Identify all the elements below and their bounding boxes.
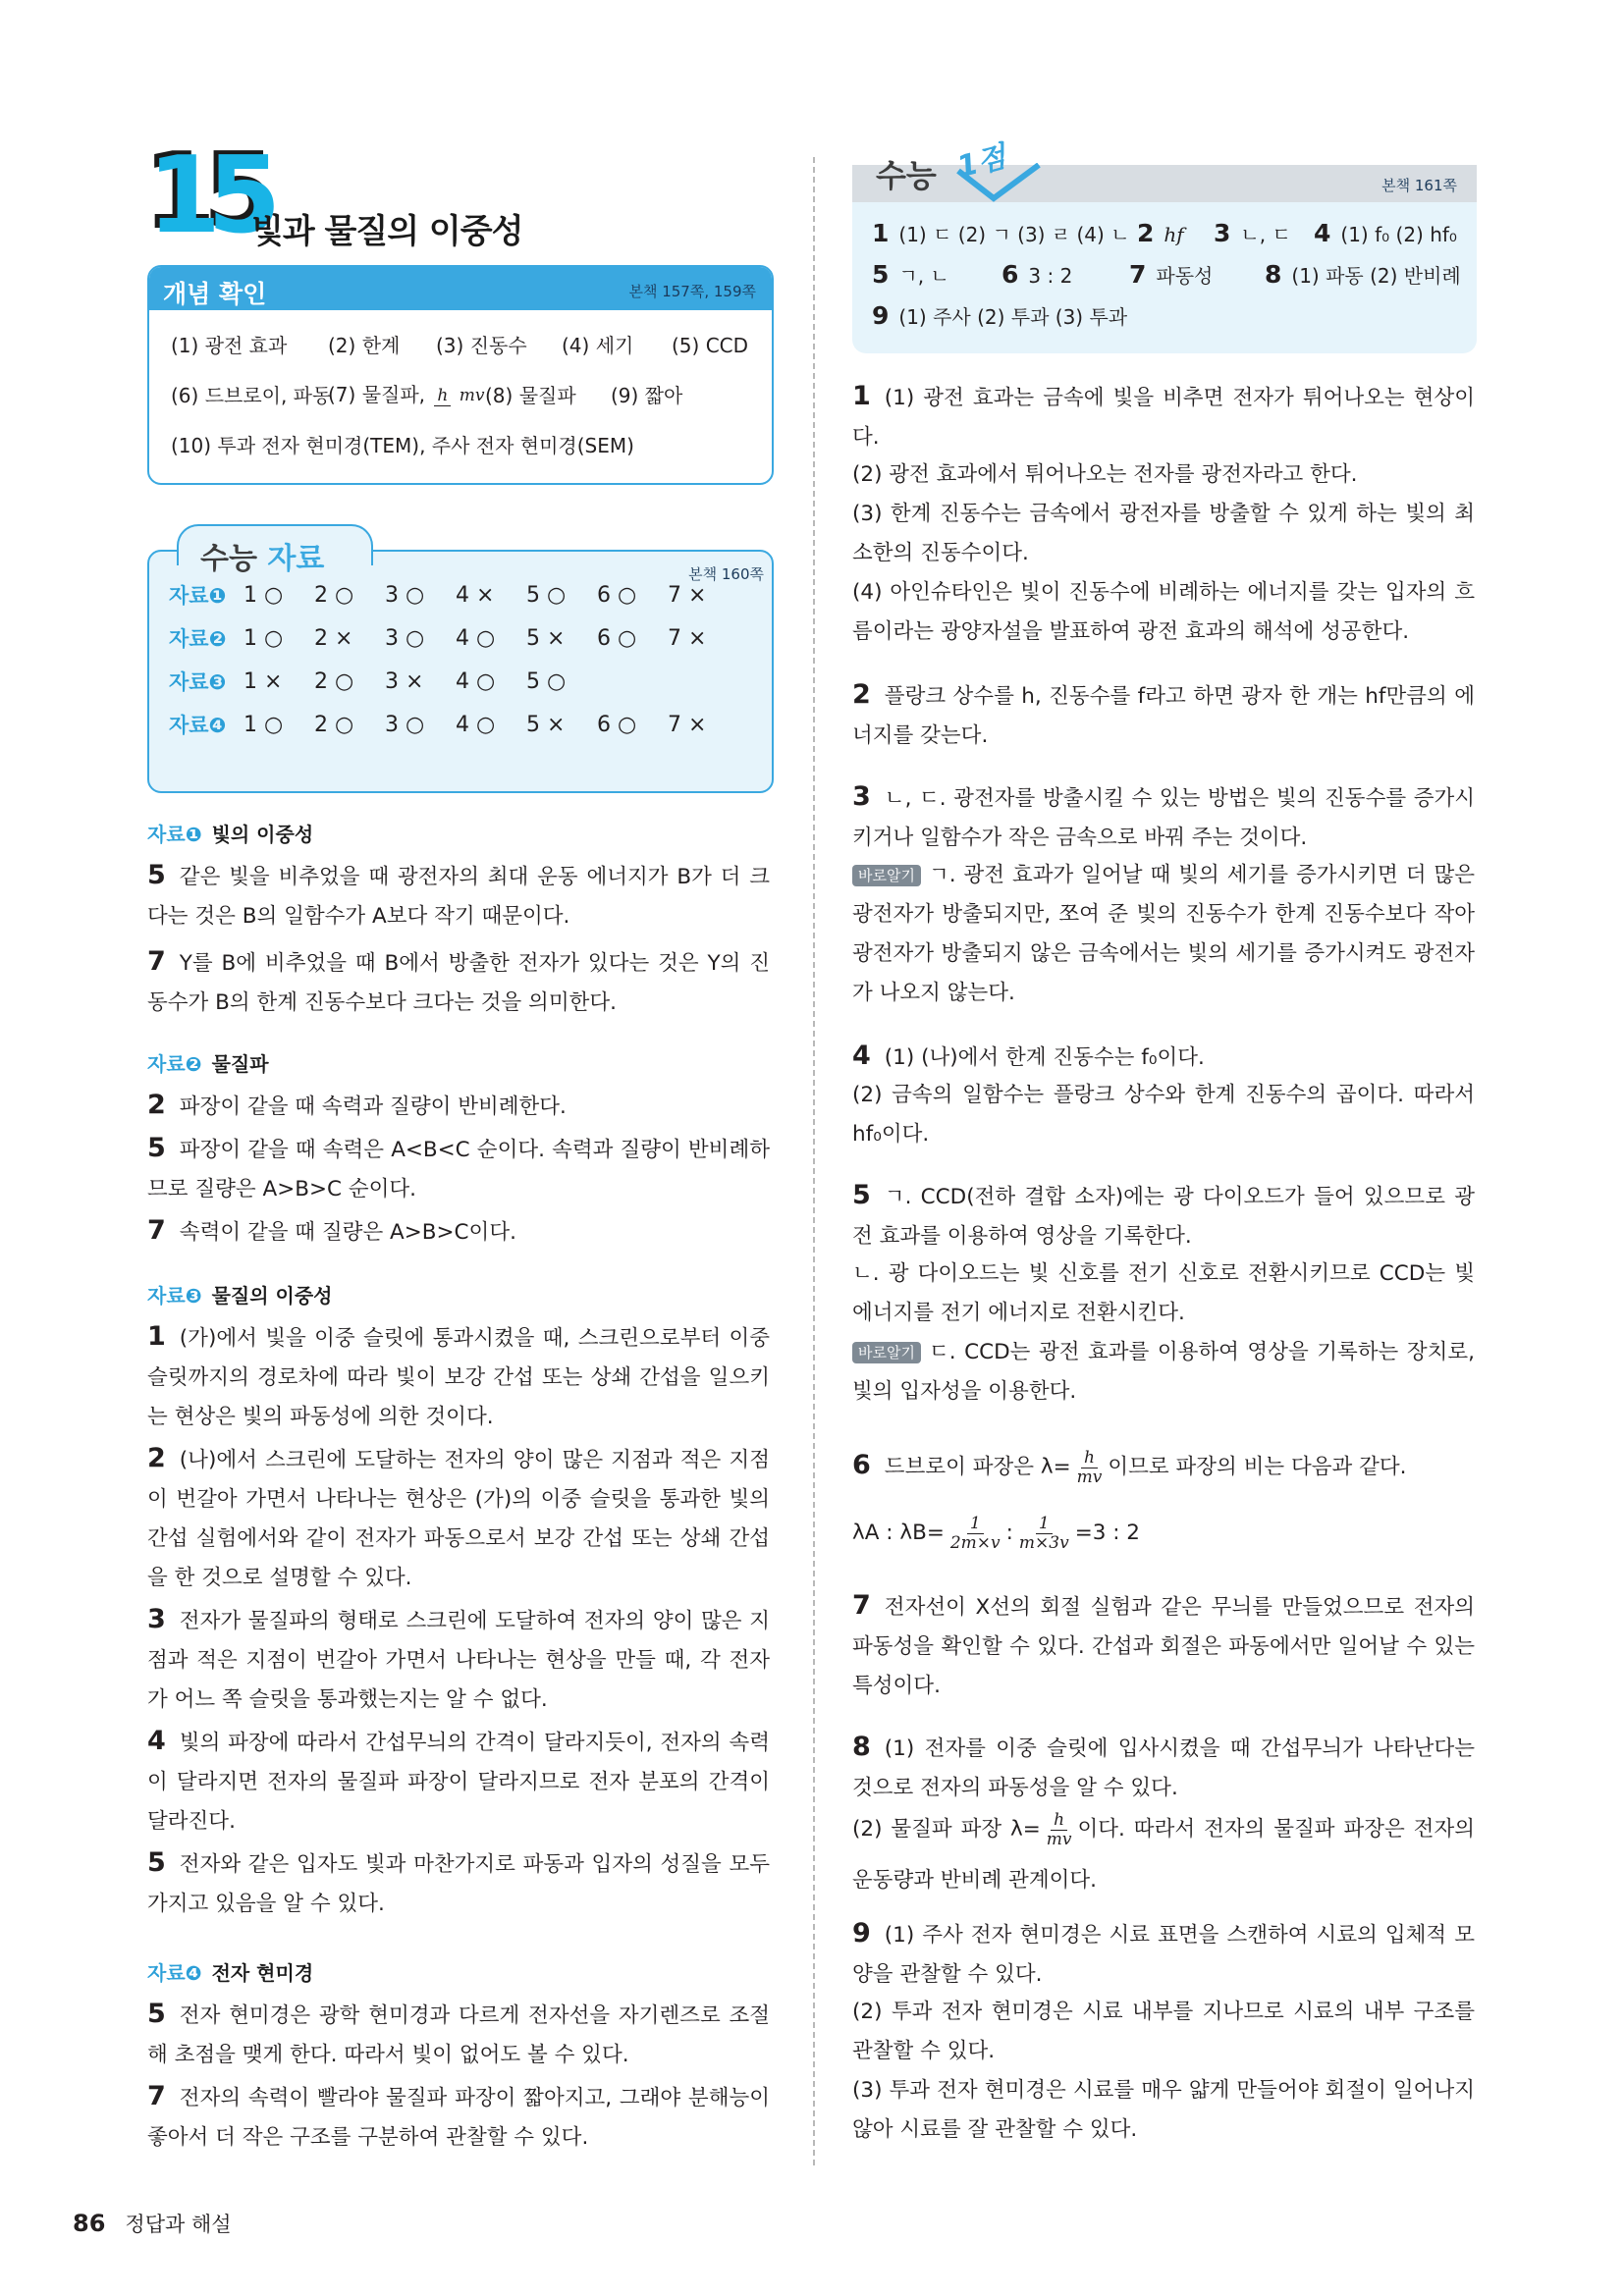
jaryo-label: 자료❷: [169, 627, 227, 651]
paragraph-text: (2) 물질파 파장 λ=: [852, 1817, 1041, 1842]
paragraph-text: (가)에서 빛을 이중 슬릿에 통과시켰을 때, 스크린으로부터 이중 슬릿까지의 경로차에 따라 빛이 보강 간섭 또는 상쇄 간섭을 일으키는 현상은 빛의 파동성에 의한 것이다.: [147, 1326, 770, 1429]
jaryo-item: 3 ○: [385, 625, 425, 651]
explanation-paragraph: [147, 1129, 770, 1209]
explanation-paragraph: [852, 1439, 1475, 1494]
jaryo-item: 4 ×: [456, 582, 495, 608]
jaryo-item: 2 ×: [314, 625, 353, 651]
item-number: 5: [852, 1180, 871, 1210]
column-divider: [813, 157, 815, 2165]
jaryo-item: 2 ○: [314, 712, 354, 737]
item-number: 8: [852, 1732, 871, 1762]
paragraph-text: ㄴ. 광 다이오드는 빛 신호를 전기 신호로 전환시키므로 CCD는 빛에너지를 전기 에너지로 전환시킨다.: [852, 1261, 1475, 1325]
jaryo-item: 1 ×: [244, 668, 283, 694]
item-number: 2: [852, 679, 871, 710]
paragraph-text: (3) 한계 진동수는 금속에서 광전자를 방출할 수 있게 하는 빛의 최소한의 진동수이다.: [852, 502, 1475, 565]
section-title: 빛의 이중성: [211, 823, 314, 846]
concept-answer: (10) 투과 전자 현미경(TEM), 주사 전자 현미경(SEM): [171, 434, 634, 457]
answer-number: 1: [872, 218, 890, 247]
explanation-paragraph: [147, 1843, 770, 1924]
explanation-paragraph: [852, 1993, 1475, 2071]
item-number: 1: [852, 381, 871, 411]
explanation-paragraph: [852, 1586, 1475, 1706]
paragraph-text: 같은 빛을 비추었을 때 광전자의 최대 운동 에너지가 B가 더 크다는 것은 B의 일함수가 A보다 작기 때문이다.: [147, 865, 770, 929]
explanation-paragraph: [147, 1600, 770, 1720]
paragraph-text: 이다. 따라서 전자의 물질파 파장은 전자의 운동량과 반비례 관계이다.: [852, 1817, 1475, 1893]
correction-badge: 바로알기: [852, 865, 921, 886]
answer-text: 3 : 2: [1028, 263, 1073, 288]
item-number: 3: [147, 1604, 166, 1634]
explanation-paragraph: [147, 942, 770, 1023]
jaryo-label: 자료❹: [169, 714, 227, 737]
fraction-h-over-mv: [1044, 1811, 1075, 1848]
item-number: 3: [852, 781, 871, 812]
explanation-paragraph: [147, 1317, 770, 1437]
answer-number: 4: [1314, 218, 1331, 247]
answer-number: 8: [1265, 259, 1282, 289]
answer-text: ㄴ, ㄷ: [1240, 222, 1291, 246]
concept-answer: (1) 광전 효과: [171, 334, 288, 357]
paragraph-text: (1) 전자를 이중 슬릿에 입사시켰을 때 간섭무늬가 나타난다는 것으로 전자의 파동성을 알 수 있다.: [852, 1736, 1475, 1800]
equation-rhs: =3 : 2: [1074, 1521, 1140, 1545]
section-tag: 자료❷: [147, 1052, 202, 1076]
item-number: 4: [147, 1726, 166, 1756]
paragraph-text: ㄴ, ㄷ. 광전자를 방출시킬 수 있는 방법은 빛의 진동수를 증가시키거나 일함수가 작은 금속으로 바꿔 주는 것이다.: [852, 786, 1475, 850]
explanation-paragraph: [852, 573, 1475, 652]
concept-check-title: 개념 확인: [163, 280, 267, 308]
chapter-title: 빛과 물질의 이중성: [251, 212, 523, 251]
explanation-paragraph: [852, 377, 1475, 457]
concept-answer: (3) 진동수: [436, 334, 527, 357]
item-number: 5: [147, 1999, 166, 2029]
correction-badge: 바로알기: [852, 1342, 921, 1363]
fraction-denominator: m×3v: [1018, 1532, 1069, 1553]
explanation-paragraph: [147, 1722, 770, 1842]
jaryo-item: 7 ×: [668, 712, 707, 737]
item-number: 9: [852, 1918, 871, 1949]
section-heading: [147, 1276, 332, 1315]
answer-text: ㄱ, ㄴ: [898, 263, 949, 288]
item-number: 7: [147, 2081, 166, 2111]
answer-text: (1) 파동 (2) 반비례: [1291, 263, 1461, 288]
paragraph-text: 플랑크 상수를 h, 진동수를 f라고 하면 광자 한 개는 hf만큼의 에너지를 갖는다.: [852, 684, 1475, 748]
answer-text: (1) ㄷ (2) ㄱ (3) ㄹ (4) ㄴ: [898, 222, 1130, 246]
item-number: 7: [147, 946, 166, 977]
item-number: 2: [147, 1090, 166, 1120]
paragraph-text: (1) 광전 효과는 금속에 빛을 비추면 전자가 튀어나오는 현상이다.: [852, 386, 1475, 450]
paragraph-text: (2) 광전 효과에서 튀어나오는 전자를 광전자라고 한다.: [852, 462, 1358, 487]
explanation-paragraph: [852, 856, 1475, 1013]
jaryo-item: 6 ○: [597, 712, 637, 737]
footer-label: 정답과 해설: [125, 2213, 232, 2236]
answer-number: 9: [872, 300, 890, 330]
paragraph-text: 전자와 같은 입자도 빛과 마찬가지로 파동과 입자의 성질을 모두 가지고 있음을 알 수 있다.: [147, 1852, 770, 1916]
answer-text: (1) 주사 (2) 투과 (3) 투과: [898, 304, 1128, 329]
concept-answer: (2) 한계: [328, 334, 401, 357]
answer-text: hf: [1164, 222, 1184, 246]
suneung-jaryo-ref: 본책 160쪽: [688, 565, 764, 583]
fraction-numerator: h: [1081, 1449, 1098, 1468]
fraction: [1016, 1515, 1072, 1552]
fraction-denominator: mv: [459, 385, 485, 405]
jaryo-item: 7 ×: [668, 582, 707, 608]
paragraph-text: 드브로이 파장은 λ=: [884, 1455, 1071, 1479]
jaryo-item: 1 ○: [244, 625, 284, 651]
item-number: 7: [147, 1215, 166, 1246]
page-footer: [73, 2209, 232, 2238]
section-heading: [147, 815, 313, 854]
title-part: 자료: [267, 542, 325, 576]
paragraph-text: ㄱ. 광전 효과가 일어날 때 빛의 세기를 증가시키면 더 많은 광전자가 방출되지만, 쪼여 준 빛의 진동수가 한계 진동수보다 작아 광전자가 방출되지 않은 금속에서는 빛의 세기를 증가시켜도 광전자가 나오지 않는다.: [852, 863, 1475, 1005]
jaryo-item: 5 ○: [526, 668, 567, 694]
concept-answer: (6) 드브로이, 파동: [171, 384, 332, 407]
explanation-paragraph: [147, 856, 770, 936]
explanation-paragraph: [852, 1076, 1475, 1154]
equation-line: [852, 1504, 1475, 1563]
explanation-paragraph: [852, 495, 1475, 573]
fraction-h-over-mv: [1074, 1449, 1106, 1486]
answer-number: 6: [1001, 259, 1019, 289]
paragraph-text: 전자 현미경은 광학 현미경과 다르게 전자선을 자기렌즈로 조절해 초점을 맺게 한다. 따라서 빛이 없어도 볼 수 있다.: [147, 2003, 770, 2067]
concept-check-ref: 본책 157쪽, 159쪽: [628, 283, 756, 300]
jaryo-item: 6 ○: [597, 625, 637, 651]
explanation-paragraph: [852, 1176, 1475, 1256]
paragraph-text: (2) 금속의 일함수는 플랑크 상수와 한계 진동수의 곱이다. 따라서 hf₀이다.: [852, 1083, 1475, 1147]
jaryo-item: 2 ○: [314, 582, 354, 608]
jaryo-item: 5 ×: [526, 712, 566, 737]
suneung-1jeom-ref: 본책 161쪽: [1381, 177, 1457, 194]
equation-colon: :: [1005, 1521, 1013, 1545]
paragraph-text: (3) 투과 전자 현미경은 시료를 매우 얇게 만들어야 회절이 일어나지 않아 시료를 잘 관찰할 수 있다.: [852, 2078, 1475, 2142]
explanation-paragraph: [147, 1439, 770, 1598]
answer-text: 파동성: [1156, 263, 1214, 288]
fraction: [947, 1515, 1003, 1552]
explanation-paragraph: [852, 2071, 1475, 2150]
left-column: [147, 0, 770, 2296]
concept-answer: (8) 물질파: [485, 384, 576, 407]
paragraph-text: (4) 아인슈타인은 빛이 진동수에 비례하는 에너지를 갖는 입자의 흐름이라는 광양자설을 발표하여 광전 효과의 해석에 성공한다.: [852, 580, 1475, 644]
concept-answer-text: (7) 물질파,: [328, 383, 426, 407]
answer-number: 5: [872, 259, 890, 289]
section-title: 물질의 이중성: [211, 1284, 333, 1308]
item-number: 5: [147, 1133, 166, 1163]
paragraph-text: 전자가 물질파의 형태로 스크린에 도달하여 전자의 양이 많은 지점과 적은 지점이 번갈아 가면서 나타나는 현상을 만들 때, 각 전자가 어느 쪽 슬릿을 통과했는지는 알 수 없다.: [147, 1609, 770, 1712]
answer-number: 2: [1137, 218, 1155, 247]
item-number: 7: [852, 1590, 871, 1621]
paragraph-text: (나)에서 스크린에 도달하는 전자의 양이 많은 지점과 적은 지점이 번갈아 가면서 나타나는 현상은 (가)의 이중 슬릿을 통과한 빛의 간섭 실험에서와 같이 전자가 파동으로서 보강 간섭 또는 상쇄 간섭을 한 것으로 설명할 수 있다.: [147, 1448, 770, 1590]
explanation-paragraph: [852, 1804, 1475, 1906]
paragraph-text: 전자선이 X선의 회절 실험과 같은 무늬를 만들었으므로 전자의 파동성을 확인할 수 있다. 간섭과 회절은 파동에서만 일어날 수 있는 특성이다.: [852, 1595, 1475, 1698]
title-part: 수능: [200, 542, 257, 576]
section-heading: [147, 1044, 269, 1084]
jaryo-item: 3 ○: [385, 582, 425, 608]
paragraph-text: ㄷ. CCD는 광전 효과를 이용하여 영상을 기록하는 장치로, 빛의 입자성을 이용한다.: [852, 1340, 1475, 1404]
jaryo-item: 1 ○: [244, 712, 284, 737]
fraction-numerator: h: [434, 387, 451, 406]
jaryo-item: 7 ×: [668, 625, 707, 651]
paragraph-text: 빛의 파장에 따라서 간섭무늬의 간격이 달라지듯이, 전자의 속력이 달라지면 전자의 물질파 파장이 달라지므로 전자 분포의 간격이 달라진다.: [147, 1731, 770, 1834]
paragraph-text: 전자의 속력이 빨라야 물질파 파장이 짧아지고, 그래야 분해능이 좋아서 더 작은 구조를 구분하여 관찰할 수 있다.: [147, 2086, 770, 2150]
explanation-paragraph: [147, 1086, 770, 1127]
page-number: 86: [73, 2210, 106, 2237]
equation-lhs: λA : λB=: [852, 1521, 945, 1545]
section-tag: 자료❹: [147, 1961, 202, 1985]
answer-number: 7: [1129, 259, 1147, 289]
paragraph-text: Y를 B에 비추었을 때 B에서 방출한 전자가 있다는 것은 Y의 진동수가 B의 한계 진동수보다 크다는 것을 의미한다.: [147, 951, 770, 1015]
jaryo-item: 4 ○: [456, 625, 496, 651]
concept-answer: (4) 세기: [562, 334, 634, 357]
item-number: 2: [147, 1443, 166, 1473]
explanation-paragraph: [852, 1728, 1475, 1808]
jaryo-item: 6 ○: [597, 582, 637, 608]
explanation-paragraph: [852, 1914, 1475, 1995]
explanation-paragraph: [852, 1333, 1475, 1412]
chapter-number: 15: [147, 134, 268, 257]
answer-number: 3: [1214, 218, 1231, 247]
section-title: 전자 현미경: [211, 1961, 314, 1985]
jaryo-item: 3 ×: [385, 668, 424, 694]
explanation-paragraph: [852, 1255, 1475, 1333]
section-tag: 자료❸: [147, 1284, 202, 1308]
jaryo-label: 자료❸: [169, 670, 227, 694]
explanation-paragraph: [852, 455, 1475, 495]
explanation-paragraph: [147, 2077, 770, 2158]
suneung-1jeom-badge: 1점: [953, 139, 1010, 186]
paragraph-text: (1) 주사 전자 현미경은 시료 표면을 스캔하여 시료의 입체적 모양을 관찰할 수 있다.: [852, 1923, 1475, 1987]
item-number: 5: [147, 1847, 166, 1878]
section-tag: 자료❶: [147, 823, 202, 846]
paragraph-text: 속력이 같을 때 질량은 A>B>C이다.: [179, 1220, 516, 1245]
paragraph-text: 파장이 같을 때 속력과 질량이 반비례한다.: [179, 1095, 567, 1119]
jaryo-item: 5 ○: [526, 582, 567, 608]
concept-answer: (9) 짧아: [611, 384, 683, 407]
item-number: 1: [147, 1321, 166, 1352]
jaryo-item: 2 ○: [314, 668, 354, 694]
item-number: 4: [852, 1041, 871, 1071]
paragraph-text: (1) (나)에서 한계 진동수는 f₀이다.: [884, 1045, 1205, 1070]
jaryo-item: 1 ○: [244, 582, 284, 608]
fraction-numerator: 1: [967, 1515, 984, 1534]
fraction-denominator: mv: [1076, 1467, 1103, 1487]
suneung-1jeom-title: 수능: [876, 157, 937, 194]
section-title: 물질파: [211, 1052, 269, 1076]
jaryo-item: 4 ○: [456, 712, 496, 737]
item-number: 5: [147, 860, 166, 890]
jaryo-item: 4 ○: [456, 668, 496, 694]
fraction-numerator: h: [1051, 1811, 1067, 1831]
paragraph-text: (2) 투과 전자 현미경은 시료 내부를 지나므로 시료의 내부 구조를 관찰할 수 있다.: [852, 2000, 1475, 2063]
explanation-paragraph: [852, 1037, 1475, 1078]
jaryo-item: 3 ○: [385, 712, 425, 737]
jaryo-item: 5 ×: [526, 625, 566, 651]
fraction-denominator: 2m×v: [949, 1532, 1001, 1553]
jaryo-label: 자료❶: [169, 584, 227, 608]
concept-answer: (5) CCD: [672, 334, 749, 357]
right-column: [852, 0, 1475, 2296]
explanation-paragraph: [852, 675, 1475, 756]
explanation-paragraph: [852, 777, 1475, 858]
paragraph-text: 이므로 파장의 비는 다음과 같다.: [1108, 1455, 1407, 1479]
fraction-denominator: mv: [1046, 1829, 1072, 1849]
explanation-paragraph: [147, 1995, 770, 2075]
answer-text: (1) f₀ (2) hf₀: [1340, 222, 1457, 246]
paragraph-text: ㄱ. CCD(전하 결합 소자)에는 광 다이오드가 들어 있으므로 광전 효과를 이용하여 영상을 기록한다.: [852, 1185, 1475, 1249]
explanation-paragraph: [147, 1211, 770, 1253]
paragraph-text: 파장이 같을 때 속력은 A<B<C 순이다. 속력과 질량이 반비례하므로 질량은 A>B>C 순이다.: [147, 1138, 770, 1201]
section-heading: [147, 1953, 313, 1993]
fraction-numerator: 1: [1036, 1515, 1053, 1534]
item-number: 6: [852, 1450, 871, 1480]
